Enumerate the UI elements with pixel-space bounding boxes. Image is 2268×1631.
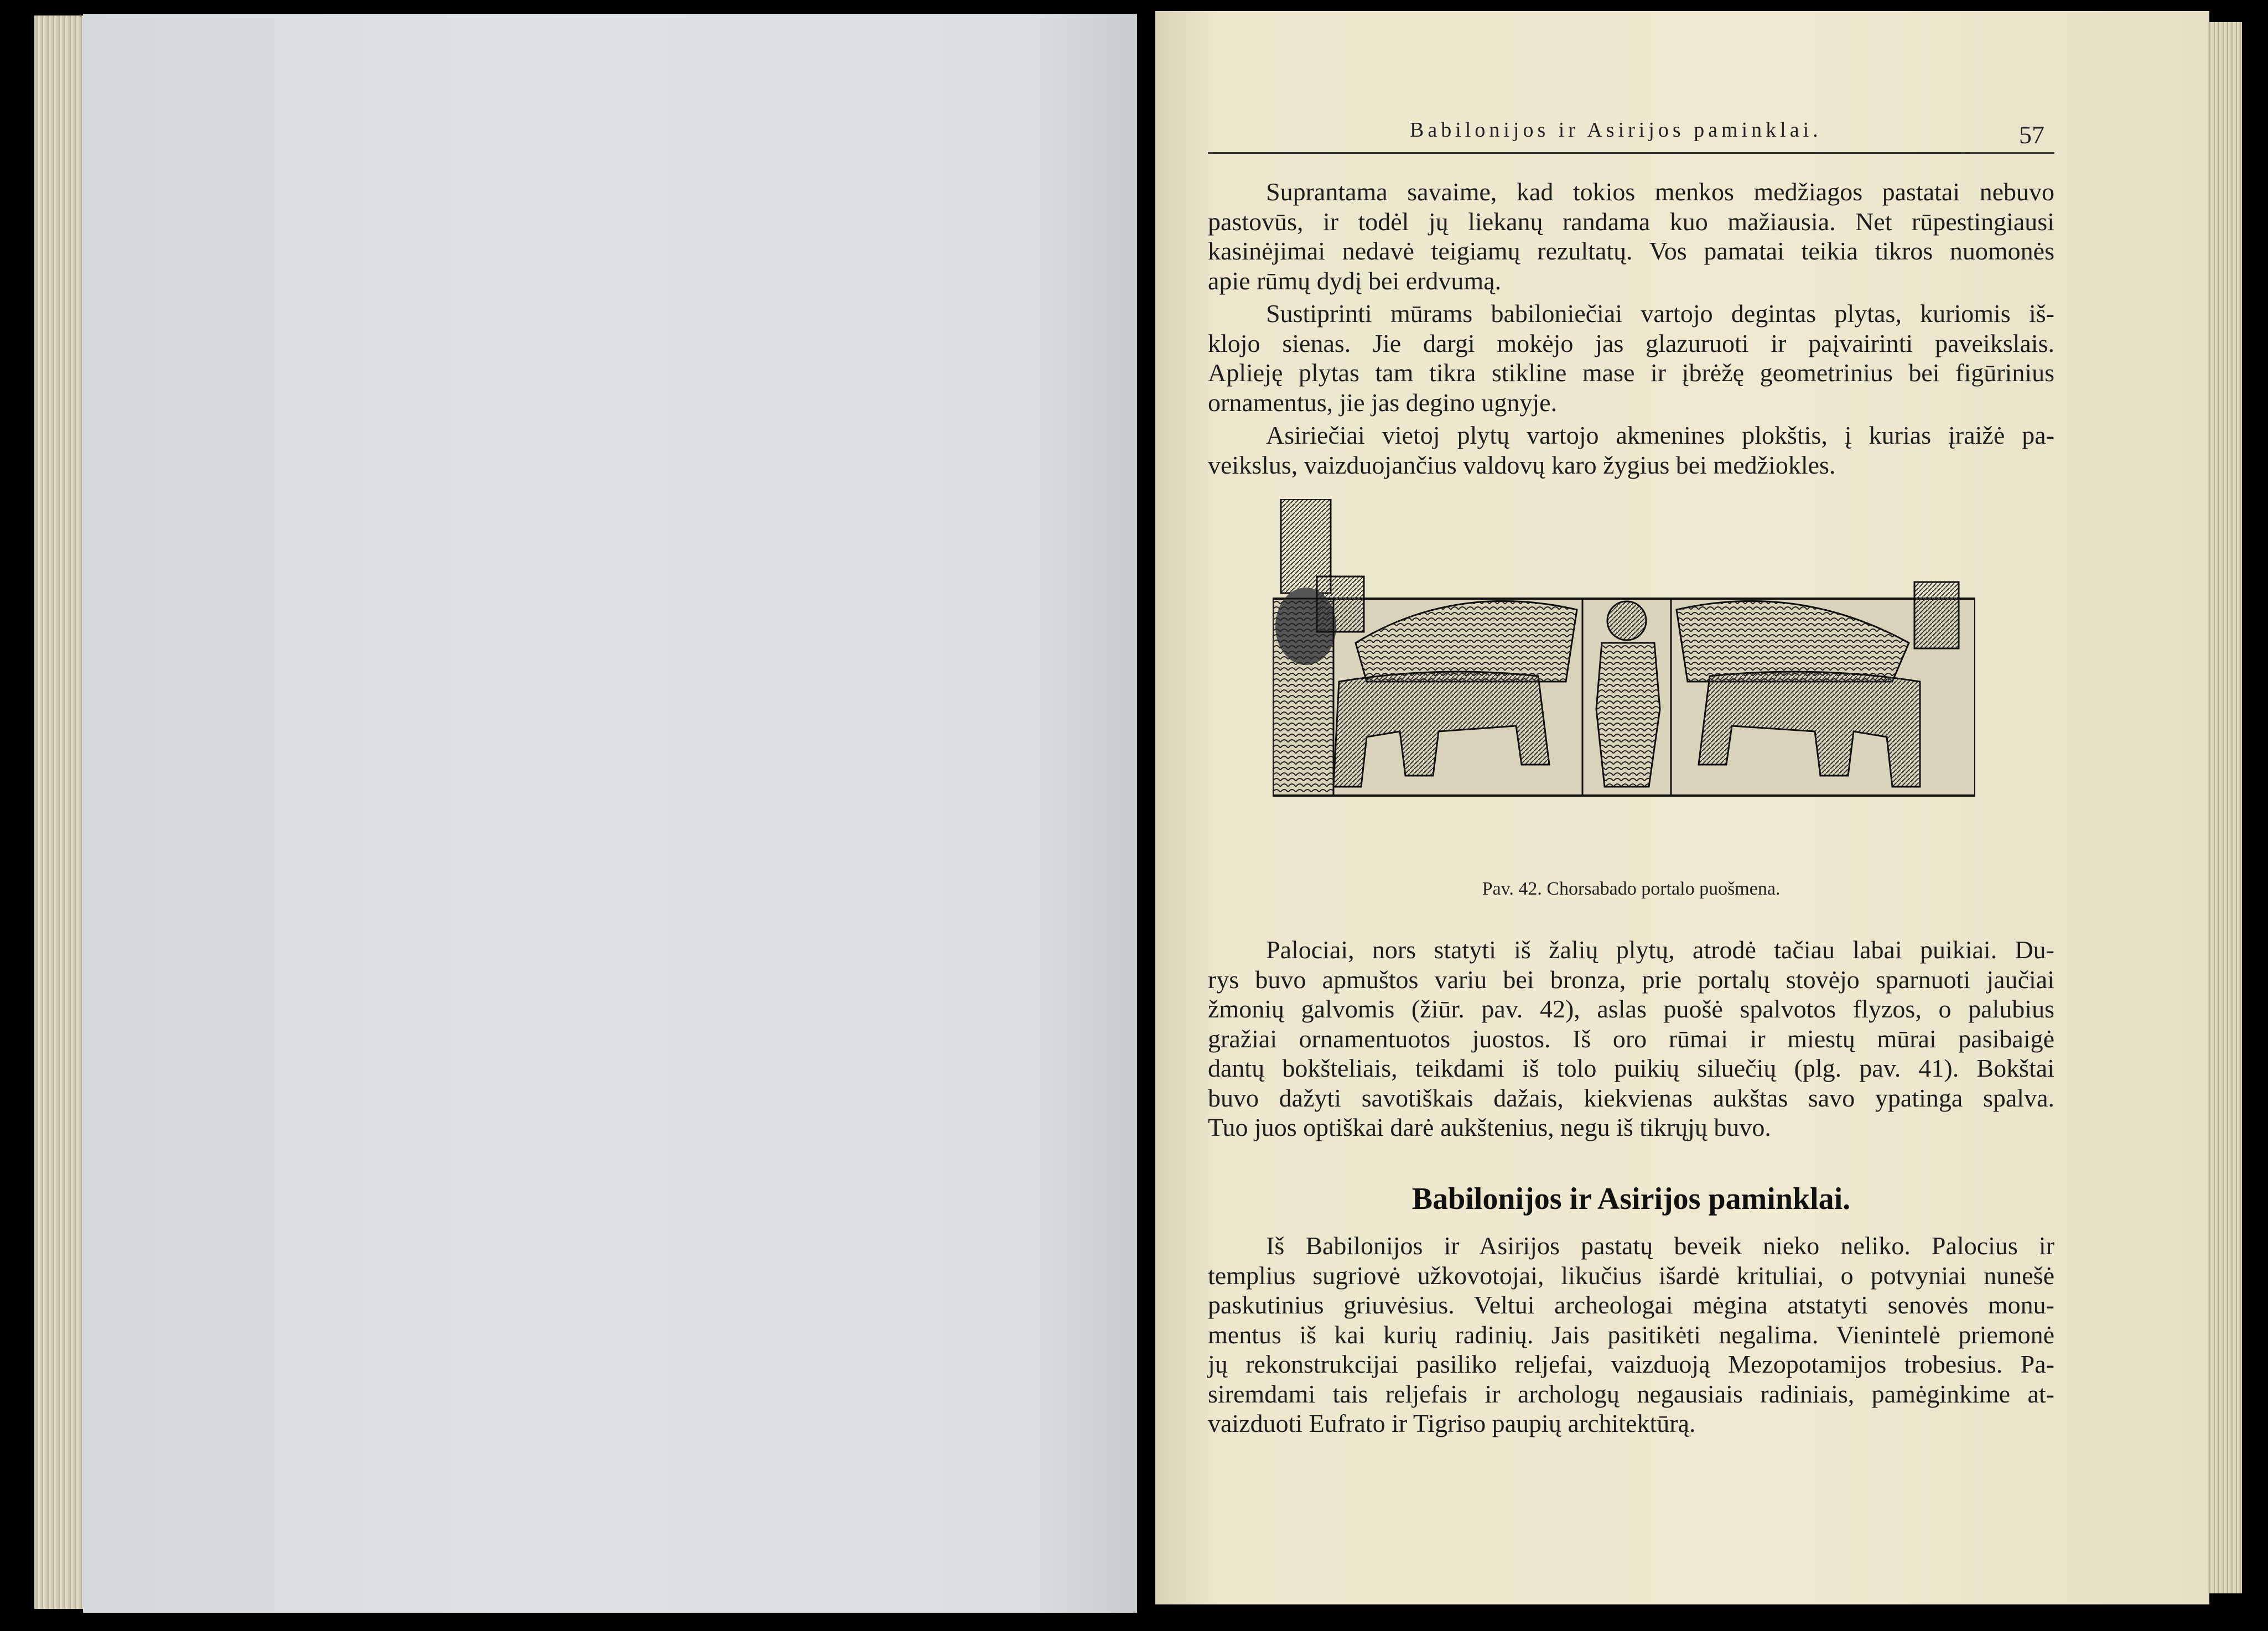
winged-bull-left [1273, 499, 1577, 796]
figure-caption: Pav. 42. Chorsabado portalo puošmena. [1482, 879, 1781, 899]
section-heading: Babilonijos ir Asirijos paminklai. [1411, 1182, 1851, 1216]
text-line: siremdami tais reljefais ir archologų negausiais radiniais, pamėginkime at- [1208, 1379, 2054, 1408]
text-line: pastovūs, ir todėl jų liekanų randama kuo mažiausia. Net rūpestingiausi [1208, 207, 2054, 236]
paragraph-2 [1208, 299, 2054, 417]
right-page-edge [2208, 22, 2242, 1593]
text-line: dantų bokšteliais, teikdami iš tolo puikių siluečių (plg. pav. 41). Bokštai [1208, 1054, 2054, 1082]
text-line: rys buvo apmuštos variu bei bronza, prie portalų stovėjo sparnuoti jaučiai [1208, 965, 2054, 994]
text-line: Aplieję plytas tam tikra stikline mase ir įbrėžę geometrinius bei figūrinius [1208, 359, 2054, 387]
text-line: žmonių galvomis (žiūr. pav. 42), aslas puošė spalvotos flyzos, o palubius [1208, 995, 2054, 1023]
paragraph-4 [1208, 935, 2054, 1142]
text-line: templius sugriovė užkovotojai, likučius išardė krituliai, o potvyniai nunešė [1208, 1261, 2054, 1290]
text-line: paskutinius griuvėsius. Veltui archeologai mėgina atstatyti senovės monu- [1208, 1291, 2054, 1319]
text-line: kasinėjimai nedavė teigiamų rezultatų. Vos pamatai teikia tikros nuomonės [1208, 237, 2054, 265]
relief-illustration [1273, 499, 1975, 851]
text-line: Iš Babilonijos ir Asirijos pastatų beveik nieko neliko. Palocius ir [1266, 1232, 2054, 1260]
text-line: buvo dažyti savotiškais dažais, kiekvienas aukštas savo ypatinga spalva. [1208, 1083, 2054, 1112]
text-line: Tuo juos optiškai darė aukštenius, negu iš tikrųjų buvo. [1208, 1113, 1771, 1141]
running-title: Babilonijos ir Asirijos paminklai. [1410, 118, 1822, 142]
text-line: Suprantama savaime, kad tokios menkos medžiagos pastatai nebuvo [1266, 178, 2054, 206]
paragraph-5 [1208, 1231, 2054, 1438]
page-number: 57 [2019, 121, 2044, 149]
left-blank-page [83, 14, 1137, 1613]
paragraph-3 [1208, 420, 2054, 480]
text-line: gražiai ornamentuotos juostos. Iš oro rūmai ir miestų mūrai pasibaigė [1208, 1024, 2054, 1053]
winged-bull-right [1677, 582, 1959, 787]
running-head [1208, 113, 2054, 154]
text-line: apie rūmų dydį bei erdvumą. [1208, 266, 1502, 295]
text-line: Asiriečiai vietoj plytų vartojo akmenines plokštis, į kurias įraižė pa- [1266, 421, 2054, 449]
text-line: klojo sienas. Jie dargi mokėjo jas glazuruoti ir paįvairinti paveikslais. [1208, 329, 2054, 357]
text-line: veikslus, vaizduojančius valdovų karo žygius bei medžiokles. [1208, 450, 1836, 479]
text-line: mentus iš kai kurių radinių. Jais pasitikėti negalima. Vienintelė priemonė [1208, 1320, 2054, 1349]
text-line: ornamentus, jie jas degino ugnyje. [1208, 388, 1558, 417]
text-line: vaizduoti Eufrato ir Tigriso paupių architektūrą. [1208, 1409, 1696, 1437]
paragraph-1 [1208, 177, 2054, 295]
text-line: jų rekonstrukcijai pasiliko reljefai, vaizduoją Mezopotamijos trobesius. Pa- [1208, 1350, 2054, 1378]
text-line: Palociai, nors statyti iš žalių plytų, atrodė tačiau labai puikiai. Du- [1266, 936, 2054, 964]
text-line: Sustiprinti mūrams babiloniečiai vartojo degintas plytas, kuriomis iš- [1266, 299, 2054, 328]
